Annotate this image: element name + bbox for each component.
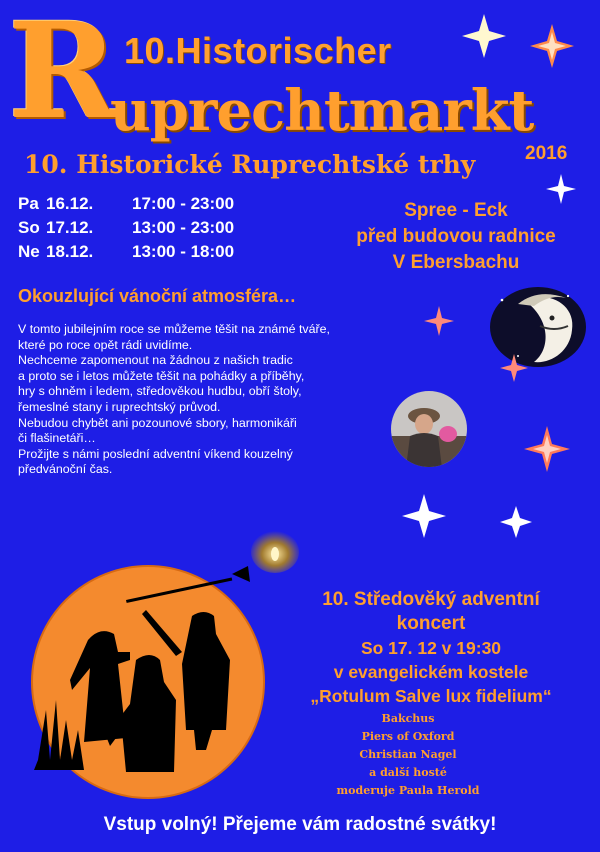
schedule-row: So 17.12. 13:00 - 23:00	[18, 218, 235, 237]
performers-list	[318, 710, 498, 800]
list-item: Bakchus	[381, 712, 435, 725]
title-line-2: uprechtmarkt	[110, 78, 534, 144]
concert-title-2: koncert	[396, 613, 466, 634]
list-item: moderuje Paula Herold	[336, 784, 480, 797]
concert-venue: v evangelickém kostele	[333, 662, 529, 682]
description-text: V tomto jubilejním roce se můžeme těšit na známé tváře, které po roce opět rádi uvidíme. Nechceme zapomenout na žádnou z našich tradic a proto se i letos můžete těšit na pohádky a příběhy, hry s ohněm i ledem, středověkou hudbu, obří štoly, řemeslné stany i ruprechtský průvod. Nebudou chybět ani pozounové sbory, harmonikáři či flašinetáři… Prožijte s námi poslední adventní víkend kouzelný předvánoční čas.	[18, 322, 330, 477]
schedule-row: Pa 16.12. 17:00 - 23:00	[18, 194, 235, 213]
concert-title-1: 10. Středověký adventní	[322, 589, 540, 610]
title-initial-letter: R	[8, 0, 118, 149]
subtitle-czech: 10. Historické Ruprechtské trhy	[24, 150, 476, 179]
star-icon	[462, 14, 506, 58]
star-icon	[402, 494, 446, 538]
star-icon	[424, 306, 454, 336]
list-item: Christian Nagel	[359, 748, 457, 761]
star-icon	[530, 24, 574, 68]
list-item: a další hosté	[369, 766, 447, 779]
location-line-2: před budovou radnice	[356, 226, 556, 247]
footer-text: Vstup volný! Přejeme vám radostné svátky!	[103, 814, 497, 835]
star-icon	[500, 354, 528, 382]
schedule-row: Ne 18.12. 13:00 - 18:00	[18, 242, 235, 261]
star-icon	[524, 426, 570, 472]
medieval-musicians-silhouette	[26, 560, 276, 800]
musician-photo	[390, 390, 468, 468]
schedule-list	[18, 194, 234, 266]
star-icon	[500, 506, 532, 538]
concert-datetime: So 17. 12 v 19:30	[360, 638, 502, 658]
location-line-3: V Ebersbachu	[392, 252, 520, 273]
location-line-1: Spree - Eck	[404, 200, 508, 221]
year-label: 2016	[525, 143, 568, 164]
concert-block	[270, 588, 592, 708]
star-icon	[546, 174, 576, 204]
list-item: Piers of Oxford	[361, 730, 455, 743]
title-line-1: 10.Historischer	[124, 30, 392, 71]
atmosphere-heading: Okouzlující vánoční atmosféra…	[18, 286, 297, 306]
concert-program: „Rotulum Salve lux fidelium“	[310, 686, 552, 706]
location-block	[318, 198, 594, 276]
